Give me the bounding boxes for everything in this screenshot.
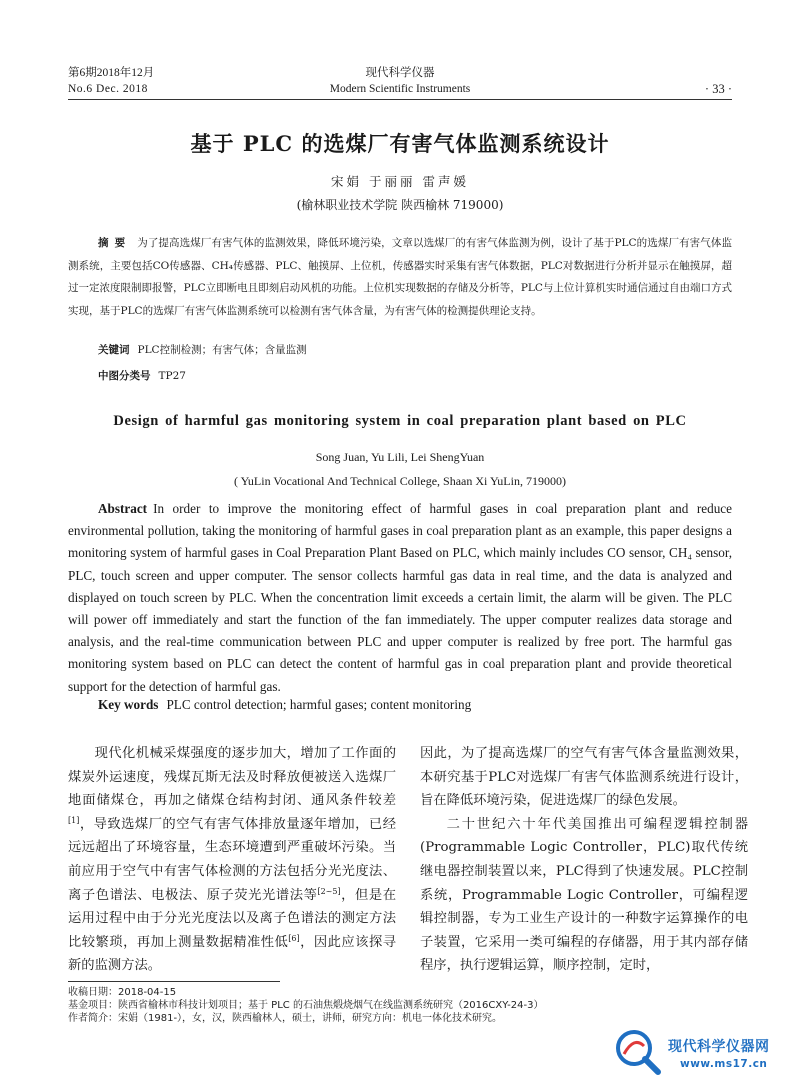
watermark-url: www.ms17.cn [680, 1058, 768, 1070]
abstract-cn [68, 232, 732, 322]
citation: [6] [288, 933, 300, 943]
authors-cn: 宋娟 于丽丽 雷声媛 [331, 174, 469, 189]
classification-cn [98, 368, 186, 383]
affiliation-cn: (榆林职业技术学院 陕西榆林 719000) [296, 198, 504, 212]
citation: [1] [68, 815, 80, 825]
paper-title-en: Design of harmful gas monitoring system in coal preparation plant based on PLC [113, 413, 687, 429]
journal-name-en: Modern Scientific Instruments [329, 83, 471, 95]
citation: [2~5] [317, 886, 341, 896]
classification-cn-code: TP27 [158, 370, 186, 382]
issue-date-cn: 第6期2018年12月 [68, 67, 155, 79]
classification-cn-label: 中图分类号 [98, 370, 151, 382]
header-rule [68, 99, 732, 100]
body-paragraph: 二十世纪六十年代美国推出可编程逻辑控制器(Programmable Logic Controller，PLC)取代传统继电器控制装置以来，PLC得到了快速发展。PLC控制系统，Programmable Logic Controller，可编程逻辑控制器，专为工业生产设计的一种数字运算操作的电子装置，它采用一类可编程的存储器，用于其内部存储程序，执行逻辑运算，顺序控制，定时， [420, 816, 748, 974]
footnote-rule [68, 981, 280, 982]
watermark-name: 现代科学仪器网 [668, 1039, 770, 1055]
keywords-en-text: PLC control detection; harmful gases; content monitoring [166, 697, 472, 712]
abstract-en-label: Abstract [98, 501, 148, 516]
footnotes [68, 986, 732, 1025]
footnote-fund: 基金项目：陕西省榆林市科技计划项目；基于 PLC 的石油焦煅烧烟气在线监测系统研究（2016CXY-24-3） [68, 1000, 544, 1011]
body-column-left [68, 742, 396, 978]
abstract-en-text: In order to improve the monitoring effect of harmful gases in coal preparation plant and reduce environmental pollution, taking the monitoring of harmful gases in coal preparation plant as an example, this paper designs a monitoring system of harmful gases in Coal Preparation Plant Based on PLC, which mainly includes CO sensor, CH₄ sensor, PLC, touch screen and upper computer. The sensor collects harmful gas data in real time, and the data is analyzed and displayed on touch screen by PLC. When the concentration limit exceeds a certain limit, the alarm will be given. The PLC will power off immediately and start the function of the fan immediately. The upper computer realizes data storage and analysis, and the real-time communication between PLC and upper computer is realized by free port. The harmful gas monitoring system based on PLC can detect the content of harmful gas in coal preparation plant and provide theoretical support for the detection of harmful gas. [68, 501, 732, 694]
body-paragraph [68, 742, 396, 978]
affiliation-en: ( YuLin Vocational And Technical College, Shaan Xi YuLin, 719000) [234, 474, 566, 488]
issue-date-en: No.6 Dec. 2018 [68, 83, 148, 95]
keywords-cn-text: PLC控制检测；有害气体；含量监测 [137, 344, 307, 356]
journal-name-cn: 现代科学仪器 [365, 67, 435, 79]
body-column-right [420, 742, 748, 978]
keywords-cn [98, 342, 307, 357]
footnote-author: 作者简介：宋娟（1981-），女，汉，陕西榆林人，硕士，讲师，研究方向：机电一体化技术研究。 [68, 1013, 503, 1024]
footnote-received: 收稿日期：2018-04-15 [68, 987, 177, 998]
keywords-en-label: Key words [98, 697, 159, 712]
paper-title-cn: 基于 PLC 的选煤厂有害气体监测系统设计 [190, 131, 610, 156]
body-text: ，但是在运用过程中由于分光光度法以及离子色谱法的测定方法比较繁琐，再加上测量数据精准性低 [68, 887, 397, 950]
keywords-cn-label: 关键词 [98, 344, 130, 356]
body-paragraph: 因此，为了提高选煤厂的空气有害气体含量监测效果，本研究基于PLC对选煤厂有害气体监测系统进行设计，旨在降低环境污染，促进选煤厂的绿色发展。 [420, 746, 748, 809]
body-text: ，因此应该探寻新的监测方法。 [68, 934, 397, 974]
abstract-cn-text: 为了提高选煤厂有害气体的监测效果，降低环境污染，文章以选煤厂的有害气体监测为例，设计了基于PLC的选煤厂有害气体监测系统，主要包括CO传感器、CH₄传感器、PLC、触摸屏、上位机，传感器实时采集有害气体数据，PLC对数据进行分析并显示在触摸屏，超过一定浓度限制即报警，PLC立即断电且即刻启动风机的功能。上位机实现数据的存储及分析等，PLC与上位计算机实时通信通过自由端口方式实现，基于PLC的选煤厂有害气体监测系统可以检测有害气体含量，为有害气体的检测提供理论支持。 [68, 237, 732, 317]
authors-en: Song Juan, Yu Lili, Lei ShengYuan [315, 450, 485, 464]
body-text: 现代化机械采煤强度的逐步加大，增加了工作面的煤炭外运速度，残煤瓦斯无法及时释放便被送入选煤厂地面储煤仓，再加之储煤仓结构封闭、通风条件较差 [68, 746, 396, 809]
magnifier-logo-icon [610, 1024, 666, 1080]
body-text: ，导致选煤厂的空气有害气体排放量逐年增加，已经远远超出了环境容量，生态环境遭到严重破坏污染。当前应用于空气中有害气体检测的方法包括分光光度法、离子色谱法、电极法、原子荧光光谱法等 [68, 816, 396, 903]
site-watermark [610, 1022, 800, 1082]
abstract-cn-label: 摘要 [98, 237, 132, 249]
page-number: · 33 · [704, 82, 732, 96]
keywords-en [98, 697, 471, 713]
abstract-en [68, 498, 732, 698]
